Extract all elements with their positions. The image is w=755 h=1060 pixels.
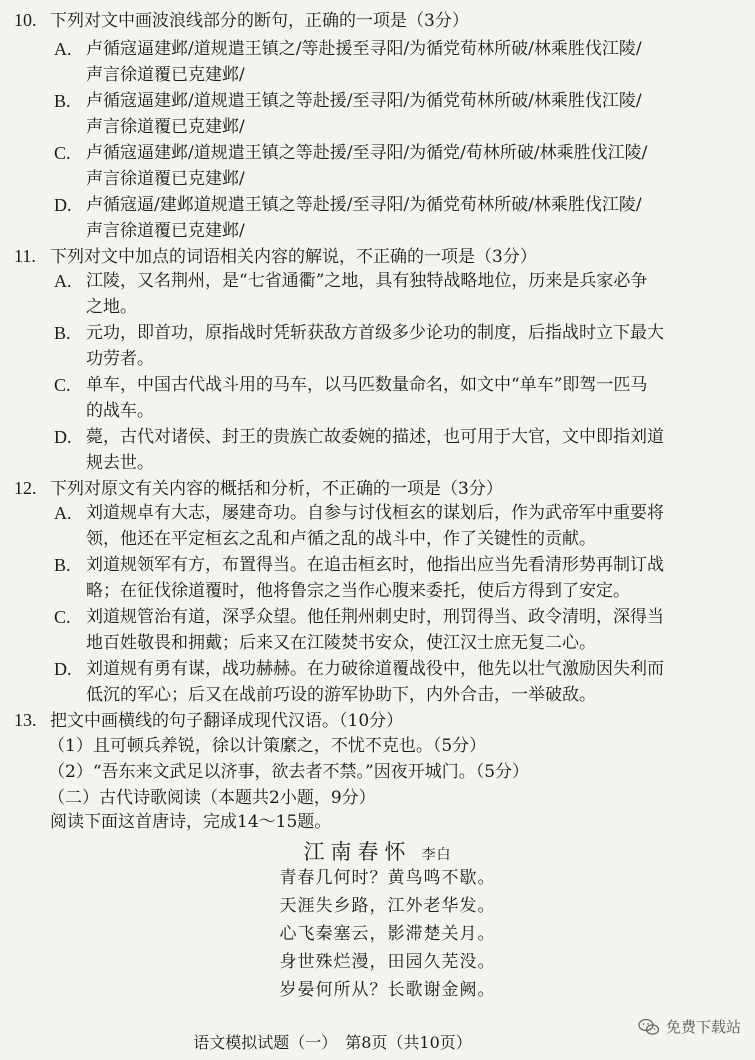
poem-title-line bbox=[0, 836, 755, 866]
poem-line: 岁晏何所从？长歌谢金阙。 bbox=[279, 980, 496, 1000]
option-letter: A. bbox=[54, 271, 72, 291]
option-letter: A. bbox=[54, 503, 72, 523]
q13-item-1: （1）且可顿兵养锐，徐以计策縻之，不忧不克也。（5分） bbox=[48, 736, 487, 756]
q11-option-b bbox=[54, 320, 744, 372]
watermark-text: 免费下载站 bbox=[665, 1018, 741, 1036]
question-text: 把文中画横线的句子翻译成现代汉语。（10分） bbox=[50, 711, 404, 731]
option-text: 刘道规卓有大志，屡建奇功。自参与讨伐桓玄的谋划后，作为武帝军中重要将 领，他还在平定桓玄之乱和卢循之乱的战斗中，作了关键性的贡献。 bbox=[86, 503, 664, 549]
q12-option-a bbox=[54, 500, 744, 552]
question-text: 下列对原文有关内容的概括和分析，不正确的一项是（3分） bbox=[50, 479, 503, 499]
q12-option-c bbox=[54, 604, 744, 656]
question-10-stem bbox=[14, 8, 749, 33]
option-text: 卢循寇逼建邺/道规遣王镇之等赴援/至寻阳/为循党荀林所破/林乘胜伐江陵/ 声言徐道覆已克建邺/ bbox=[86, 91, 642, 137]
q11-option-a bbox=[54, 268, 744, 320]
option-letter: D. bbox=[54, 659, 72, 679]
question-number: 10. bbox=[14, 10, 37, 30]
q11-option-c bbox=[54, 372, 744, 424]
q13-item-2: （2）“吾东来文武足以济事，欲去者不禁。”因夜开城门。（5分） bbox=[48, 762, 530, 782]
q12-option-d bbox=[54, 656, 744, 708]
question-number: 13. bbox=[14, 710, 37, 730]
question-13-stem bbox=[14, 708, 749, 733]
section-instruction: 阅读下面这首唐诗，完成14～15题。 bbox=[50, 812, 332, 832]
question-12-stem bbox=[14, 476, 749, 501]
option-text: 薨，古代对诸侯、封王的贵族亡故委婉的描述，也可用于大官，文中即指刘道 规去世。 bbox=[86, 427, 664, 473]
q12-option-b bbox=[54, 552, 744, 604]
option-letter: B. bbox=[54, 323, 71, 343]
q11-option-d bbox=[54, 424, 744, 476]
q10-option-c bbox=[54, 140, 744, 192]
option-letter: B. bbox=[54, 555, 71, 575]
q10-option-a bbox=[54, 36, 744, 88]
q10-option-b bbox=[54, 88, 744, 140]
question-number: 11. bbox=[14, 246, 36, 266]
q10-option-d bbox=[54, 192, 744, 244]
page-footer: 语文模拟试题（一） 第8页（共10页） bbox=[193, 1033, 472, 1052]
option-text: 刘道规领军有方，布置得当。在追击桓玄时，他指出应当先看清形势再制订战 略；在征伐徐道覆时，他将鲁宗之当作心腹来委托，使后方得到了安定。 bbox=[86, 555, 664, 601]
option-text: 江陵，又名荆州，是“七省通衢”之地，具有独特战略地位，历来是兵家必争 之地。 bbox=[86, 271, 648, 317]
option-text: 元功，即首功，原指战时凭斩获敌方首级多少论功的制度，后指战时立下最大 功劳者。 bbox=[86, 323, 664, 369]
poem-title: 江南春怀 bbox=[303, 840, 412, 864]
poem-line: 心飞秦塞云，影滞楚关月。 bbox=[279, 924, 496, 944]
watermark bbox=[638, 1016, 741, 1037]
option-letter: D. bbox=[54, 195, 72, 215]
wechat-icon bbox=[638, 1018, 660, 1036]
option-letter: B. bbox=[54, 91, 71, 111]
option-letter: C. bbox=[54, 143, 71, 163]
poem-line: 身世殊烂漫，田园久芜没。 bbox=[279, 952, 496, 972]
option-text: 卢循寇逼建邺/道规遣王镇之等赴援/至寻阳/为循党/荀林所破/林乘胜伐江陵/ 声言徐道覆已克建邺/ bbox=[86, 143, 648, 189]
poem-line: 天涯失乡路，江外老华发。 bbox=[279, 896, 496, 916]
option-text: 刘道规有勇有谋，战功赫赫。在力破徐道覆战役中，他先以壮气激励因失利而 低沉的军心；后又在战前巧设的游军协助下，内外合击，一举破敌。 bbox=[86, 659, 664, 705]
section-heading: （二）古代诗歌阅读（本题共2小题，9分） bbox=[48, 788, 376, 808]
question-11-stem bbox=[14, 244, 749, 269]
question-text: 下列对文中画波浪线部分的断句，正确的一项是（3分） bbox=[50, 11, 469, 31]
poem-author: 李白 bbox=[421, 847, 452, 863]
poem-line: 青春几何时？黄鸟鸣不歇。 bbox=[279, 868, 496, 888]
option-text: 卢循寇逼/建邺道规遣王镇之等赴援/至寻阳/为循党荀林所破/林乘胜伐江陵/ 声言徐道覆已克建邺/ bbox=[86, 195, 642, 241]
option-letter: C. bbox=[54, 375, 71, 395]
question-number: 12. bbox=[14, 478, 37, 498]
option-text: 单车，中国古代战斗用的马车，以马匹数量命名，如文中“单车”即驾一匹马 的战车。 bbox=[86, 375, 648, 421]
option-text: 刘道规管治有道，深孚众望。他任荆州刺史时，刑罚得当、政令清明，深得当 地百姓敬畏和拥戴；后来又在江陵焚书安众，使江汉士庶无复二心。 bbox=[86, 607, 664, 653]
option-letter: C. bbox=[54, 607, 71, 627]
option-letter: D. bbox=[54, 427, 72, 447]
option-text: 卢循寇逼建邺/道规遣王镇之/等赴援至寻阳/为循党荀林所破/林乘胜伐江陵/ 声言徐道覆已克建邺/ bbox=[86, 39, 642, 85]
question-text: 下列对文中加点的词语相关内容的解说，不正确的一项是（3分） bbox=[50, 247, 537, 267]
option-letter: A. bbox=[54, 39, 72, 59]
